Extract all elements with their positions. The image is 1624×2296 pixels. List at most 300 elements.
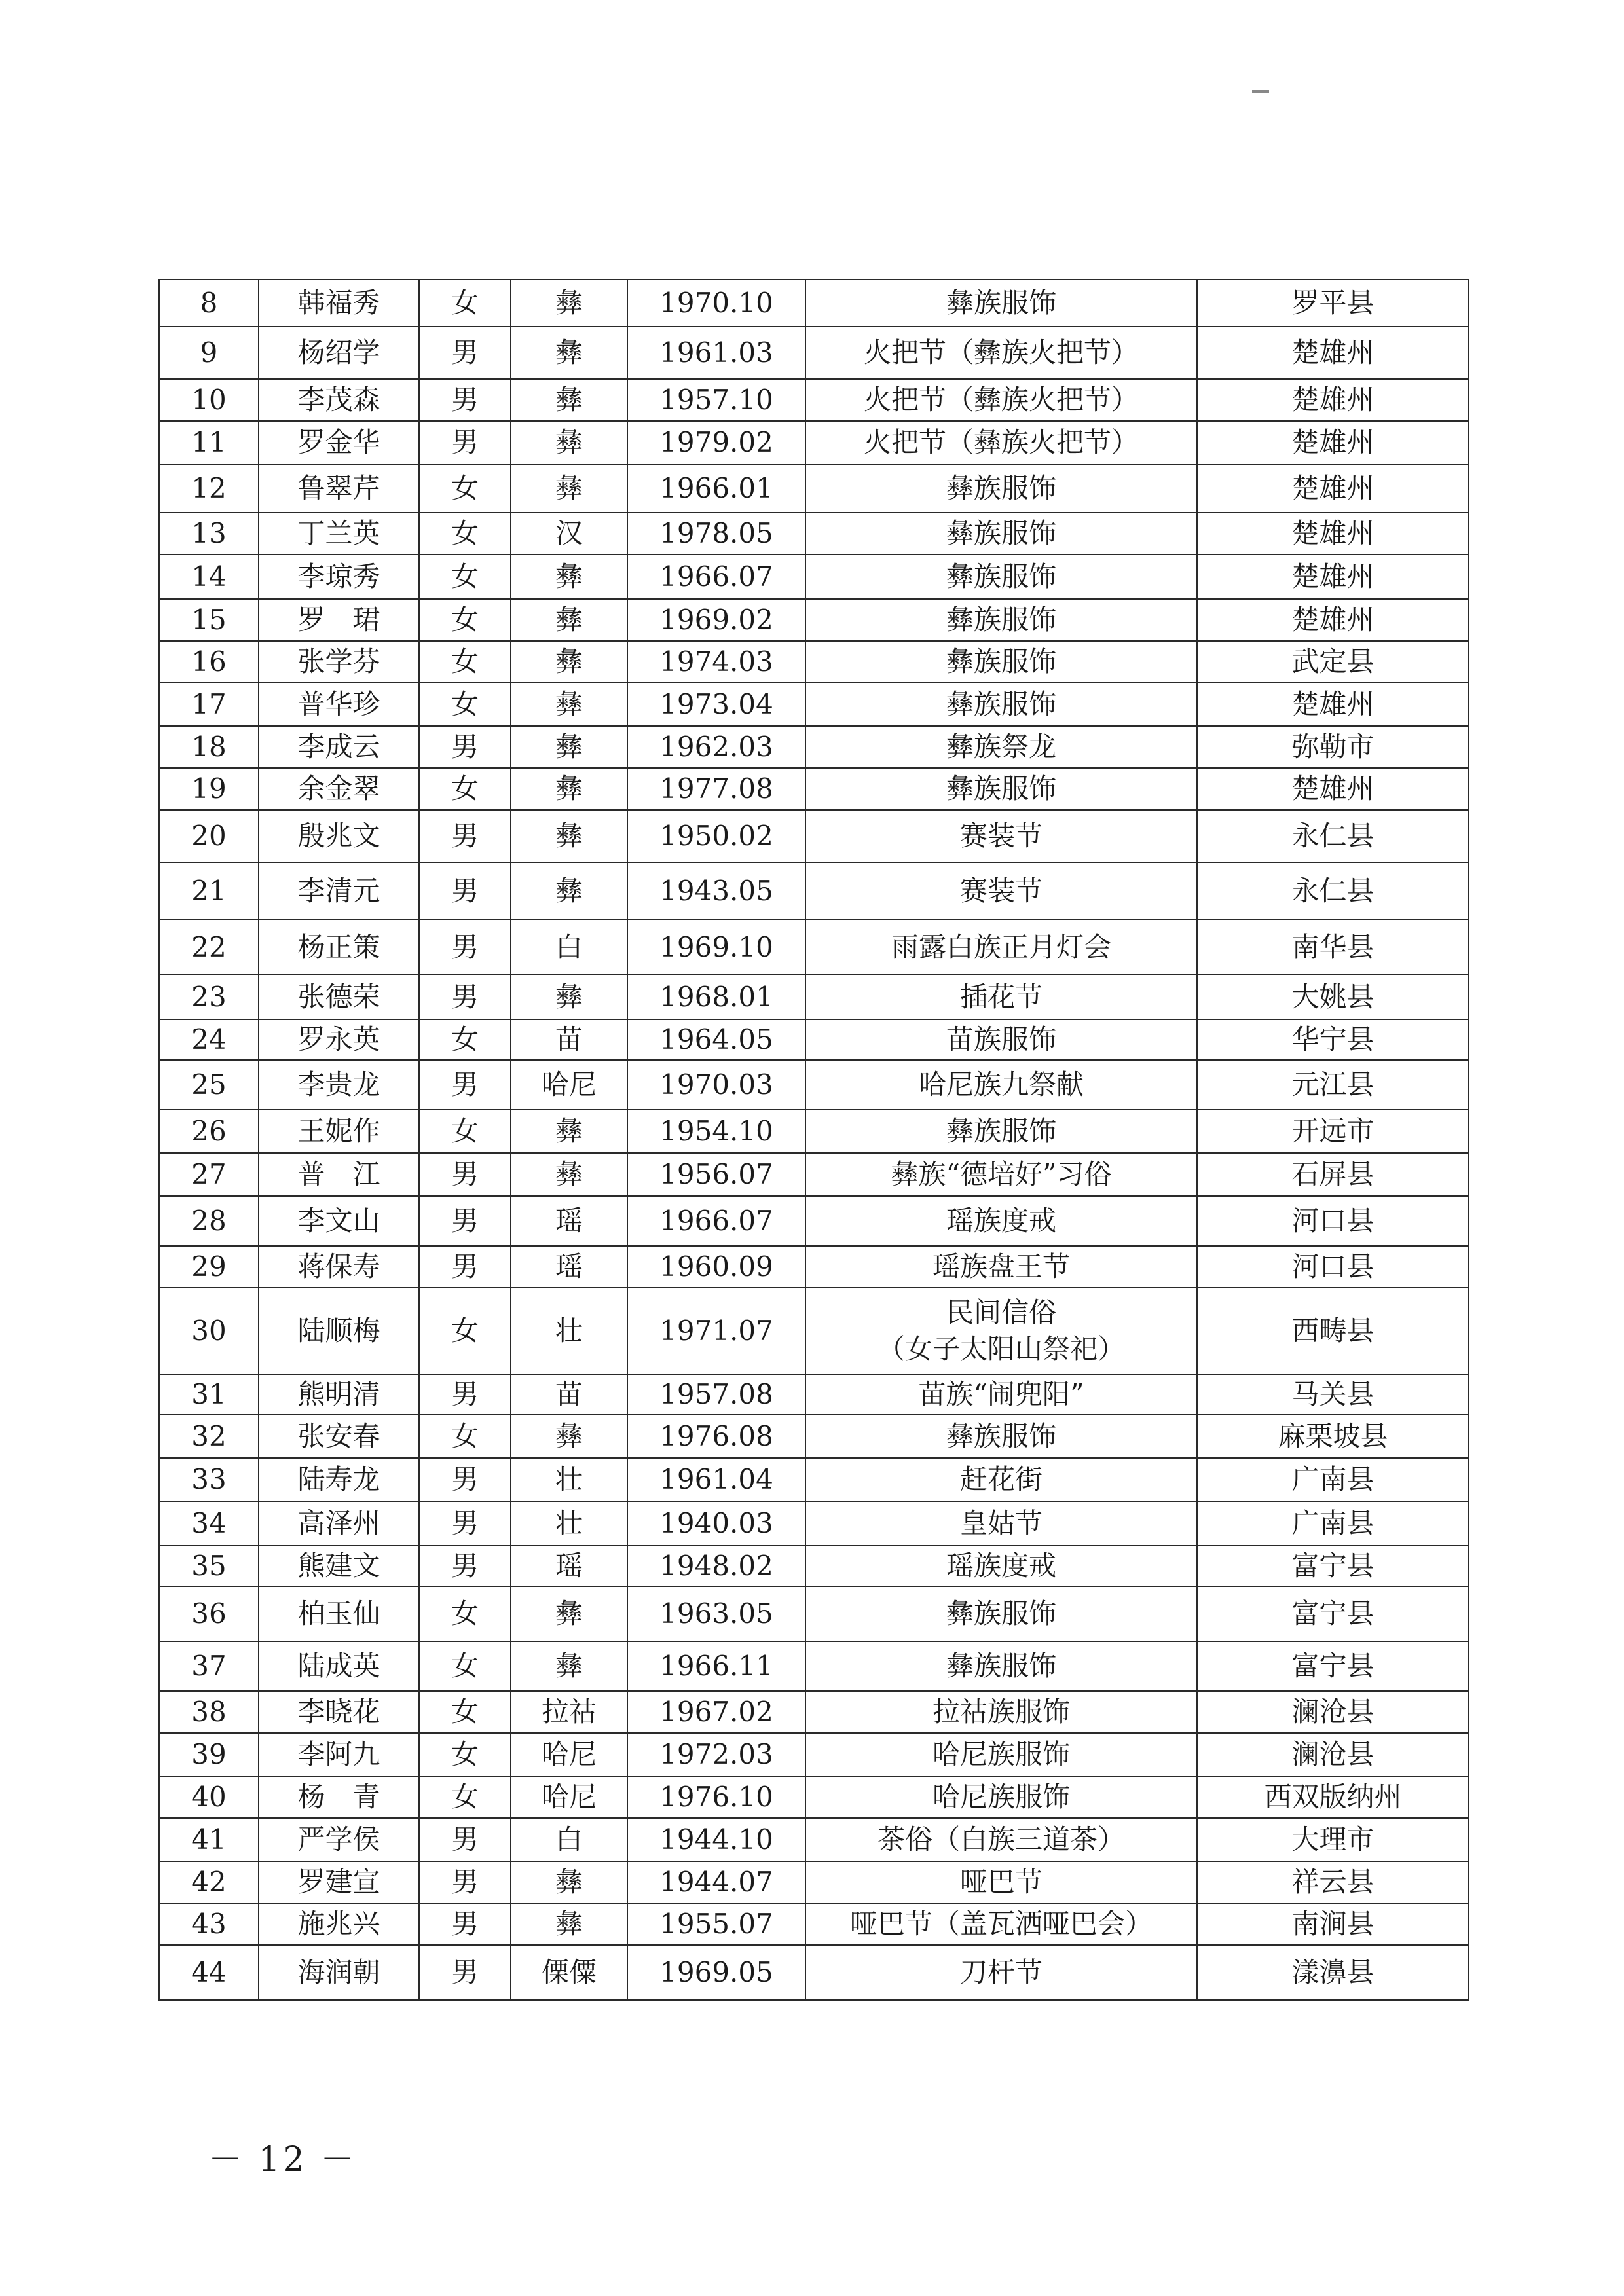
birth-date-cell: 1971.07	[627, 1288, 805, 1374]
name-cell: 蒋保寿	[259, 1246, 419, 1288]
gender-cell: 女	[419, 641, 511, 683]
region-cell: 富宁县	[1197, 1641, 1469, 1691]
project-cell: 彝族祭龙	[805, 726, 1197, 768]
ethnicity-cell: 彝	[511, 683, 627, 726]
project-cell: 彝族服饰	[805, 1641, 1197, 1691]
project-cell: 皇姑节	[805, 1501, 1197, 1546]
table-row	[159, 1776, 1469, 1818]
region-cell: 华宁县	[1197, 1019, 1469, 1060]
ethnicity-cell: 壮	[511, 1501, 627, 1546]
project-cell: 瑶族度戒	[805, 1546, 1197, 1586]
birth-date-cell: 1961.03	[627, 327, 805, 379]
table-body	[159, 280, 1469, 2000]
name-cell: 张学芬	[259, 641, 419, 683]
row-number-cell: 29	[159, 1246, 259, 1288]
row-number-cell: 40	[159, 1776, 259, 1818]
birth-date-cell: 1976.08	[627, 1415, 805, 1458]
name-cell: 张安春	[259, 1415, 419, 1458]
name-cell: 柏玉仙	[259, 1586, 419, 1641]
name-cell: 陆顺梅	[259, 1288, 419, 1374]
name-cell: 余金翠	[259, 768, 419, 810]
birth-date-cell: 1956.07	[627, 1153, 805, 1196]
table-row	[159, 1415, 1469, 1458]
name-cell: 罗建宣	[259, 1861, 419, 1903]
row-number-cell: 35	[159, 1546, 259, 1586]
birth-date-cell: 1969.02	[627, 599, 805, 641]
region-cell: 大理市	[1197, 1818, 1469, 1861]
birth-date-cell: 1969.05	[627, 1945, 805, 2000]
gender-cell: 男	[419, 1153, 511, 1196]
region-cell: 楚雄州	[1197, 464, 1469, 513]
ethnicity-cell: 彝	[511, 768, 627, 810]
row-number-cell: 17	[159, 683, 259, 726]
project-cell	[805, 1288, 1197, 1374]
birth-date-cell: 1966.07	[627, 1196, 805, 1246]
name-cell: 李成云	[259, 726, 419, 768]
birth-date-cell: 1957.08	[627, 1374, 805, 1415]
table-row	[159, 1288, 1469, 1374]
region-cell: 澜沧县	[1197, 1733, 1469, 1776]
ethnicity-cell: 傈僳	[511, 1945, 627, 2000]
birth-date-cell: 1963.05	[627, 1586, 805, 1641]
region-cell: 祥云县	[1197, 1861, 1469, 1903]
ethnicity-cell: 瑶	[511, 1246, 627, 1288]
table-row	[159, 920, 1469, 975]
birth-date-cell: 1961.04	[627, 1458, 805, 1501]
gender-cell: 男	[419, 1374, 511, 1415]
gender-cell: 男	[419, 1818, 511, 1861]
project-cell: 瑶族盘王节	[805, 1246, 1197, 1288]
table-row	[159, 513, 1469, 555]
row-number-cell: 30	[159, 1288, 259, 1374]
name-cell: 陆成英	[259, 1641, 419, 1691]
region-cell: 楚雄州	[1197, 683, 1469, 726]
ethnicity-cell: 苗	[511, 1019, 627, 1060]
row-number-cell: 38	[159, 1691, 259, 1733]
table-row	[159, 975, 1469, 1019]
ethnicity-cell: 彝	[511, 464, 627, 513]
gender-cell: 男	[419, 421, 511, 464]
ethnicity-cell: 彝	[511, 280, 627, 327]
project-cell: 彝族服饰	[805, 1110, 1197, 1153]
row-number-cell: 13	[159, 513, 259, 555]
ethnicity-cell: 瑶	[511, 1546, 627, 1586]
ethnicity-cell: 壮	[511, 1288, 627, 1374]
ethnicity-cell: 彝	[511, 599, 627, 641]
row-number-cell: 34	[159, 1501, 259, 1546]
region-cell: 大姚县	[1197, 975, 1469, 1019]
project-cell: 茶俗（白族三道茶）	[805, 1818, 1197, 1861]
birth-date-cell: 1962.03	[627, 726, 805, 768]
name-cell: 普 江	[259, 1153, 419, 1196]
ethnicity-cell: 彝	[511, 641, 627, 683]
ethnicity-cell: 彝	[511, 421, 627, 464]
gender-cell: 女	[419, 768, 511, 810]
scan-speck	[1252, 90, 1269, 93]
name-cell: 严学侯	[259, 1818, 419, 1861]
table-row	[159, 641, 1469, 683]
row-number-cell: 39	[159, 1733, 259, 1776]
gender-cell: 女	[419, 1733, 511, 1776]
name-cell: 李阿九	[259, 1733, 419, 1776]
ethnicity-cell: 彝	[511, 810, 627, 862]
gender-cell: 男	[419, 862, 511, 920]
name-cell: 韩福秀	[259, 280, 419, 327]
name-cell: 陆寿龙	[259, 1458, 419, 1501]
gender-cell: 女	[419, 1019, 511, 1060]
gender-cell: 女	[419, 1288, 511, 1374]
row-number-cell: 8	[159, 280, 259, 327]
ethnicity-cell: 彝	[511, 1586, 627, 1641]
table-row	[159, 768, 1469, 810]
ethnicity-cell: 白	[511, 1818, 627, 1861]
project-cell: 彝族服饰	[805, 683, 1197, 726]
name-cell: 李茂森	[259, 379, 419, 421]
name-cell: 丁兰英	[259, 513, 419, 555]
region-cell: 楚雄州	[1197, 513, 1469, 555]
row-number-cell: 44	[159, 1945, 259, 2000]
birth-date-cell: 1979.02	[627, 421, 805, 464]
region-cell: 开远市	[1197, 1110, 1469, 1153]
project-cell: 插花节	[805, 975, 1197, 1019]
name-cell: 高泽州	[259, 1501, 419, 1546]
table-row	[159, 599, 1469, 641]
region-cell: 永仁县	[1197, 862, 1469, 920]
row-number-cell: 9	[159, 327, 259, 379]
region-cell: 富宁县	[1197, 1546, 1469, 1586]
ethnicity-cell: 苗	[511, 1374, 627, 1415]
name-cell: 杨 青	[259, 1776, 419, 1818]
row-number-cell: 25	[159, 1060, 259, 1110]
gender-cell: 男	[419, 1861, 511, 1903]
name-cell: 李清元	[259, 862, 419, 920]
gender-cell: 男	[419, 327, 511, 379]
birth-date-cell: 1943.05	[627, 862, 805, 920]
project-cell: 哈尼族服饰	[805, 1733, 1197, 1776]
region-cell: 楚雄州	[1197, 379, 1469, 421]
row-number-cell: 27	[159, 1153, 259, 1196]
birth-date-cell: 1970.03	[627, 1060, 805, 1110]
name-cell: 熊建文	[259, 1546, 419, 1586]
table-row	[159, 1458, 1469, 1501]
ethnicity-cell: 彝	[511, 1110, 627, 1153]
project-line-2: （女子太阳山祭祀）	[877, 1333, 1125, 1365]
birth-date-cell: 1976.10	[627, 1776, 805, 1818]
row-number-cell: 19	[159, 768, 259, 810]
row-number-cell: 12	[159, 464, 259, 513]
row-number-cell: 42	[159, 1861, 259, 1903]
table-row	[159, 1196, 1469, 1246]
birth-date-cell: 1940.03	[627, 1501, 805, 1546]
project-cell: 雨露白族正月灯会	[805, 920, 1197, 975]
region-cell: 南华县	[1197, 920, 1469, 975]
gender-cell: 男	[419, 379, 511, 421]
region-cell: 弥勒市	[1197, 726, 1469, 768]
name-cell: 鲁翠芹	[259, 464, 419, 513]
ethnicity-cell: 哈尼	[511, 1776, 627, 1818]
region-cell: 南涧县	[1197, 1903, 1469, 1945]
table-row	[159, 1060, 1469, 1110]
region-cell: 漾濞县	[1197, 1945, 1469, 2000]
project-cell: 刀杆节	[805, 1945, 1197, 2000]
page-number: － 12 －	[208, 2140, 358, 2179]
gender-cell: 男	[419, 975, 511, 1019]
name-cell: 海润朝	[259, 1945, 419, 2000]
row-number-cell: 16	[159, 641, 259, 683]
ethnicity-cell: 彝	[511, 862, 627, 920]
birth-date-cell: 1957.10	[627, 379, 805, 421]
region-cell: 楚雄州	[1197, 555, 1469, 599]
region-cell: 元江县	[1197, 1060, 1469, 1110]
table-row	[159, 1945, 1469, 2000]
name-cell: 普华珍	[259, 683, 419, 726]
gender-cell: 女	[419, 555, 511, 599]
name-cell: 王妮作	[259, 1110, 419, 1153]
project-cell: 彝族服饰	[805, 555, 1197, 599]
row-number-cell: 24	[159, 1019, 259, 1060]
ethnicity-cell: 彝	[511, 1641, 627, 1691]
row-number-cell: 32	[159, 1415, 259, 1458]
row-number-cell: 41	[159, 1818, 259, 1861]
name-cell: 罗金华	[259, 421, 419, 464]
birth-date-cell: 1972.03	[627, 1733, 805, 1776]
gender-cell: 男	[419, 810, 511, 862]
project-cell: 火把节（彝族火把节）	[805, 327, 1197, 379]
table-row	[159, 1019, 1469, 1060]
gender-cell: 女	[419, 1415, 511, 1458]
ethnicity-cell: 壮	[511, 1458, 627, 1501]
table-row	[159, 1586, 1469, 1641]
table-row	[159, 555, 1469, 599]
row-number-cell: 33	[159, 1458, 259, 1501]
row-number-cell: 22	[159, 920, 259, 975]
birth-date-cell: 1966.01	[627, 464, 805, 513]
name-cell: 李琼秀	[259, 555, 419, 599]
table-row	[159, 1903, 1469, 1945]
region-cell: 西双版纳州	[1197, 1776, 1469, 1818]
gender-cell: 女	[419, 464, 511, 513]
project-cell: 苗族服饰	[805, 1019, 1197, 1060]
birth-date-cell: 1948.02	[627, 1546, 805, 1586]
project-cell: 彝族服饰	[805, 599, 1197, 641]
region-cell: 罗平县	[1197, 280, 1469, 327]
name-cell: 李晓花	[259, 1691, 419, 1733]
name-cell: 李文山	[259, 1196, 419, 1246]
region-cell: 楚雄州	[1197, 599, 1469, 641]
ethnicity-cell: 彝	[511, 1903, 627, 1945]
gender-cell: 女	[419, 513, 511, 555]
row-number-cell: 43	[159, 1903, 259, 1945]
row-number-cell: 36	[159, 1586, 259, 1641]
name-cell: 施兆兴	[259, 1903, 419, 1945]
table-row	[159, 1733, 1469, 1776]
gender-cell: 男	[419, 1903, 511, 1945]
table-row	[159, 726, 1469, 768]
name-cell: 殷兆文	[259, 810, 419, 862]
table-row	[159, 1641, 1469, 1691]
gender-cell: 女	[419, 599, 511, 641]
project-cell: 赶花街	[805, 1458, 1197, 1501]
region-cell: 永仁县	[1197, 810, 1469, 862]
birth-date-cell: 1960.09	[627, 1246, 805, 1288]
project-cell: 彝族“德培好”习俗	[805, 1153, 1197, 1196]
name-cell: 罗永英	[259, 1019, 419, 1060]
birth-date-cell: 1969.10	[627, 920, 805, 975]
inheritor-table	[158, 279, 1469, 2001]
table-row	[159, 683, 1469, 726]
ethnicity-cell: 彝	[511, 975, 627, 1019]
table-row	[159, 1374, 1469, 1415]
project-cell: 哈尼族服饰	[805, 1776, 1197, 1818]
gender-cell: 女	[419, 1586, 511, 1641]
project-cell: 瑶族度戒	[805, 1196, 1197, 1246]
gender-cell: 女	[419, 1641, 511, 1691]
ethnicity-cell: 白	[511, 920, 627, 975]
gender-cell: 男	[419, 1546, 511, 1586]
project-cell: 火把节（彝族火把节）	[805, 379, 1197, 421]
ethnicity-cell: 彝	[511, 379, 627, 421]
table-row	[159, 1246, 1469, 1288]
row-number-cell: 23	[159, 975, 259, 1019]
birth-date-cell: 1973.04	[627, 683, 805, 726]
gender-cell: 女	[419, 280, 511, 327]
gender-cell: 女	[419, 1691, 511, 1733]
project-cell: 彝族服饰	[805, 513, 1197, 555]
table-row	[159, 1861, 1469, 1903]
region-cell: 西畴县	[1197, 1288, 1469, 1374]
birth-date-cell: 1978.05	[627, 513, 805, 555]
birth-date-cell: 1944.10	[627, 1818, 805, 1861]
table-row	[159, 862, 1469, 920]
name-cell: 熊明清	[259, 1374, 419, 1415]
birth-date-cell: 1967.02	[627, 1691, 805, 1733]
table-row	[159, 1546, 1469, 1586]
region-cell: 楚雄州	[1197, 327, 1469, 379]
row-number-cell: 28	[159, 1196, 259, 1246]
project-cell: 彝族服饰	[805, 1586, 1197, 1641]
table-row	[159, 1501, 1469, 1546]
region-cell: 石屏县	[1197, 1153, 1469, 1196]
birth-date-cell: 1966.11	[627, 1641, 805, 1691]
birth-date-cell: 1974.03	[627, 641, 805, 683]
region-cell: 武定县	[1197, 641, 1469, 683]
project-line-1: 民间信俗	[946, 1296, 1056, 1328]
row-number-cell: 18	[159, 726, 259, 768]
ethnicity-cell: 拉祜	[511, 1691, 627, 1733]
ethnicity-cell: 汉	[511, 513, 627, 555]
ethnicity-cell: 彝	[511, 1153, 627, 1196]
table-row	[159, 1110, 1469, 1153]
gender-cell: 男	[419, 1196, 511, 1246]
region-cell: 楚雄州	[1197, 768, 1469, 810]
row-number-cell: 20	[159, 810, 259, 862]
ethnicity-cell: 瑶	[511, 1196, 627, 1246]
table-row	[159, 1691, 1469, 1733]
table-row	[159, 810, 1469, 862]
project-cell: 赛装节	[805, 810, 1197, 862]
ethnicity-cell: 哈尼	[511, 1733, 627, 1776]
region-cell: 河口县	[1197, 1246, 1469, 1288]
table-row	[159, 1153, 1469, 1196]
gender-cell: 男	[419, 1458, 511, 1501]
name-cell: 罗 珺	[259, 599, 419, 641]
table-row	[159, 327, 1469, 379]
region-cell: 广南县	[1197, 1501, 1469, 1546]
row-number-cell: 10	[159, 379, 259, 421]
birth-date-cell: 1968.01	[627, 975, 805, 1019]
row-number-cell: 26	[159, 1110, 259, 1153]
birth-date-cell: 1970.10	[627, 280, 805, 327]
project-cell: 彝族服饰	[805, 280, 1197, 327]
gender-cell: 女	[419, 1110, 511, 1153]
project-cell: 哑巴节	[805, 1861, 1197, 1903]
ethnicity-cell: 哈尼	[511, 1060, 627, 1110]
gender-cell: 男	[419, 920, 511, 975]
project-cell: 拉祜族服饰	[805, 1691, 1197, 1733]
region-cell: 澜沧县	[1197, 1691, 1469, 1733]
ethnicity-cell: 彝	[511, 726, 627, 768]
project-cell: 彝族服饰	[805, 641, 1197, 683]
row-number-cell: 15	[159, 599, 259, 641]
birth-date-cell: 1954.10	[627, 1110, 805, 1153]
project-cell: 彝族服饰	[805, 768, 1197, 810]
birth-date-cell: 1977.08	[627, 768, 805, 810]
table-row	[159, 1818, 1469, 1861]
ethnicity-cell: 彝	[511, 555, 627, 599]
gender-cell: 男	[419, 1060, 511, 1110]
birth-date-cell: 1964.05	[627, 1019, 805, 1060]
table-row	[159, 421, 1469, 464]
project-cell: 哈尼族九祭献	[805, 1060, 1197, 1110]
project-cell: 火把节（彝族火把节）	[805, 421, 1197, 464]
row-number-cell: 14	[159, 555, 259, 599]
gender-cell: 男	[419, 1246, 511, 1288]
project-cell: 彝族服饰	[805, 464, 1197, 513]
table-row	[159, 379, 1469, 421]
table-row	[159, 464, 1469, 513]
gender-cell: 女	[419, 683, 511, 726]
name-cell: 杨绍学	[259, 327, 419, 379]
inheritor-table-wrapper	[158, 279, 1468, 2001]
gender-cell: 男	[419, 1945, 511, 2000]
project-cell: 彝族服饰	[805, 1415, 1197, 1458]
row-number-cell: 31	[159, 1374, 259, 1415]
name-cell: 杨正策	[259, 920, 419, 975]
name-cell: 张德荣	[259, 975, 419, 1019]
gender-cell: 男	[419, 726, 511, 768]
birth-date-cell: 1950.02	[627, 810, 805, 862]
region-cell: 河口县	[1197, 1196, 1469, 1246]
project-cell: 哑巴节（盖瓦洒哑巴会）	[805, 1903, 1197, 1945]
region-cell: 麻栗坡县	[1197, 1415, 1469, 1458]
birth-date-cell: 1966.07	[627, 555, 805, 599]
ethnicity-cell: 彝	[511, 1415, 627, 1458]
region-cell: 广南县	[1197, 1458, 1469, 1501]
birth-date-cell: 1955.07	[627, 1903, 805, 1945]
birth-date-cell: 1944.07	[627, 1861, 805, 1903]
table-row	[159, 280, 1469, 327]
ethnicity-cell: 彝	[511, 327, 627, 379]
row-number-cell: 11	[159, 421, 259, 464]
region-cell: 楚雄州	[1197, 421, 1469, 464]
name-cell: 李贵龙	[259, 1060, 419, 1110]
row-number-cell: 21	[159, 862, 259, 920]
row-number-cell: 37	[159, 1641, 259, 1691]
project-cell: 苗族“闹兜阳”	[805, 1374, 1197, 1415]
region-cell: 富宁县	[1197, 1586, 1469, 1641]
ethnicity-cell: 彝	[511, 1861, 627, 1903]
project-cell: 赛装节	[805, 862, 1197, 920]
